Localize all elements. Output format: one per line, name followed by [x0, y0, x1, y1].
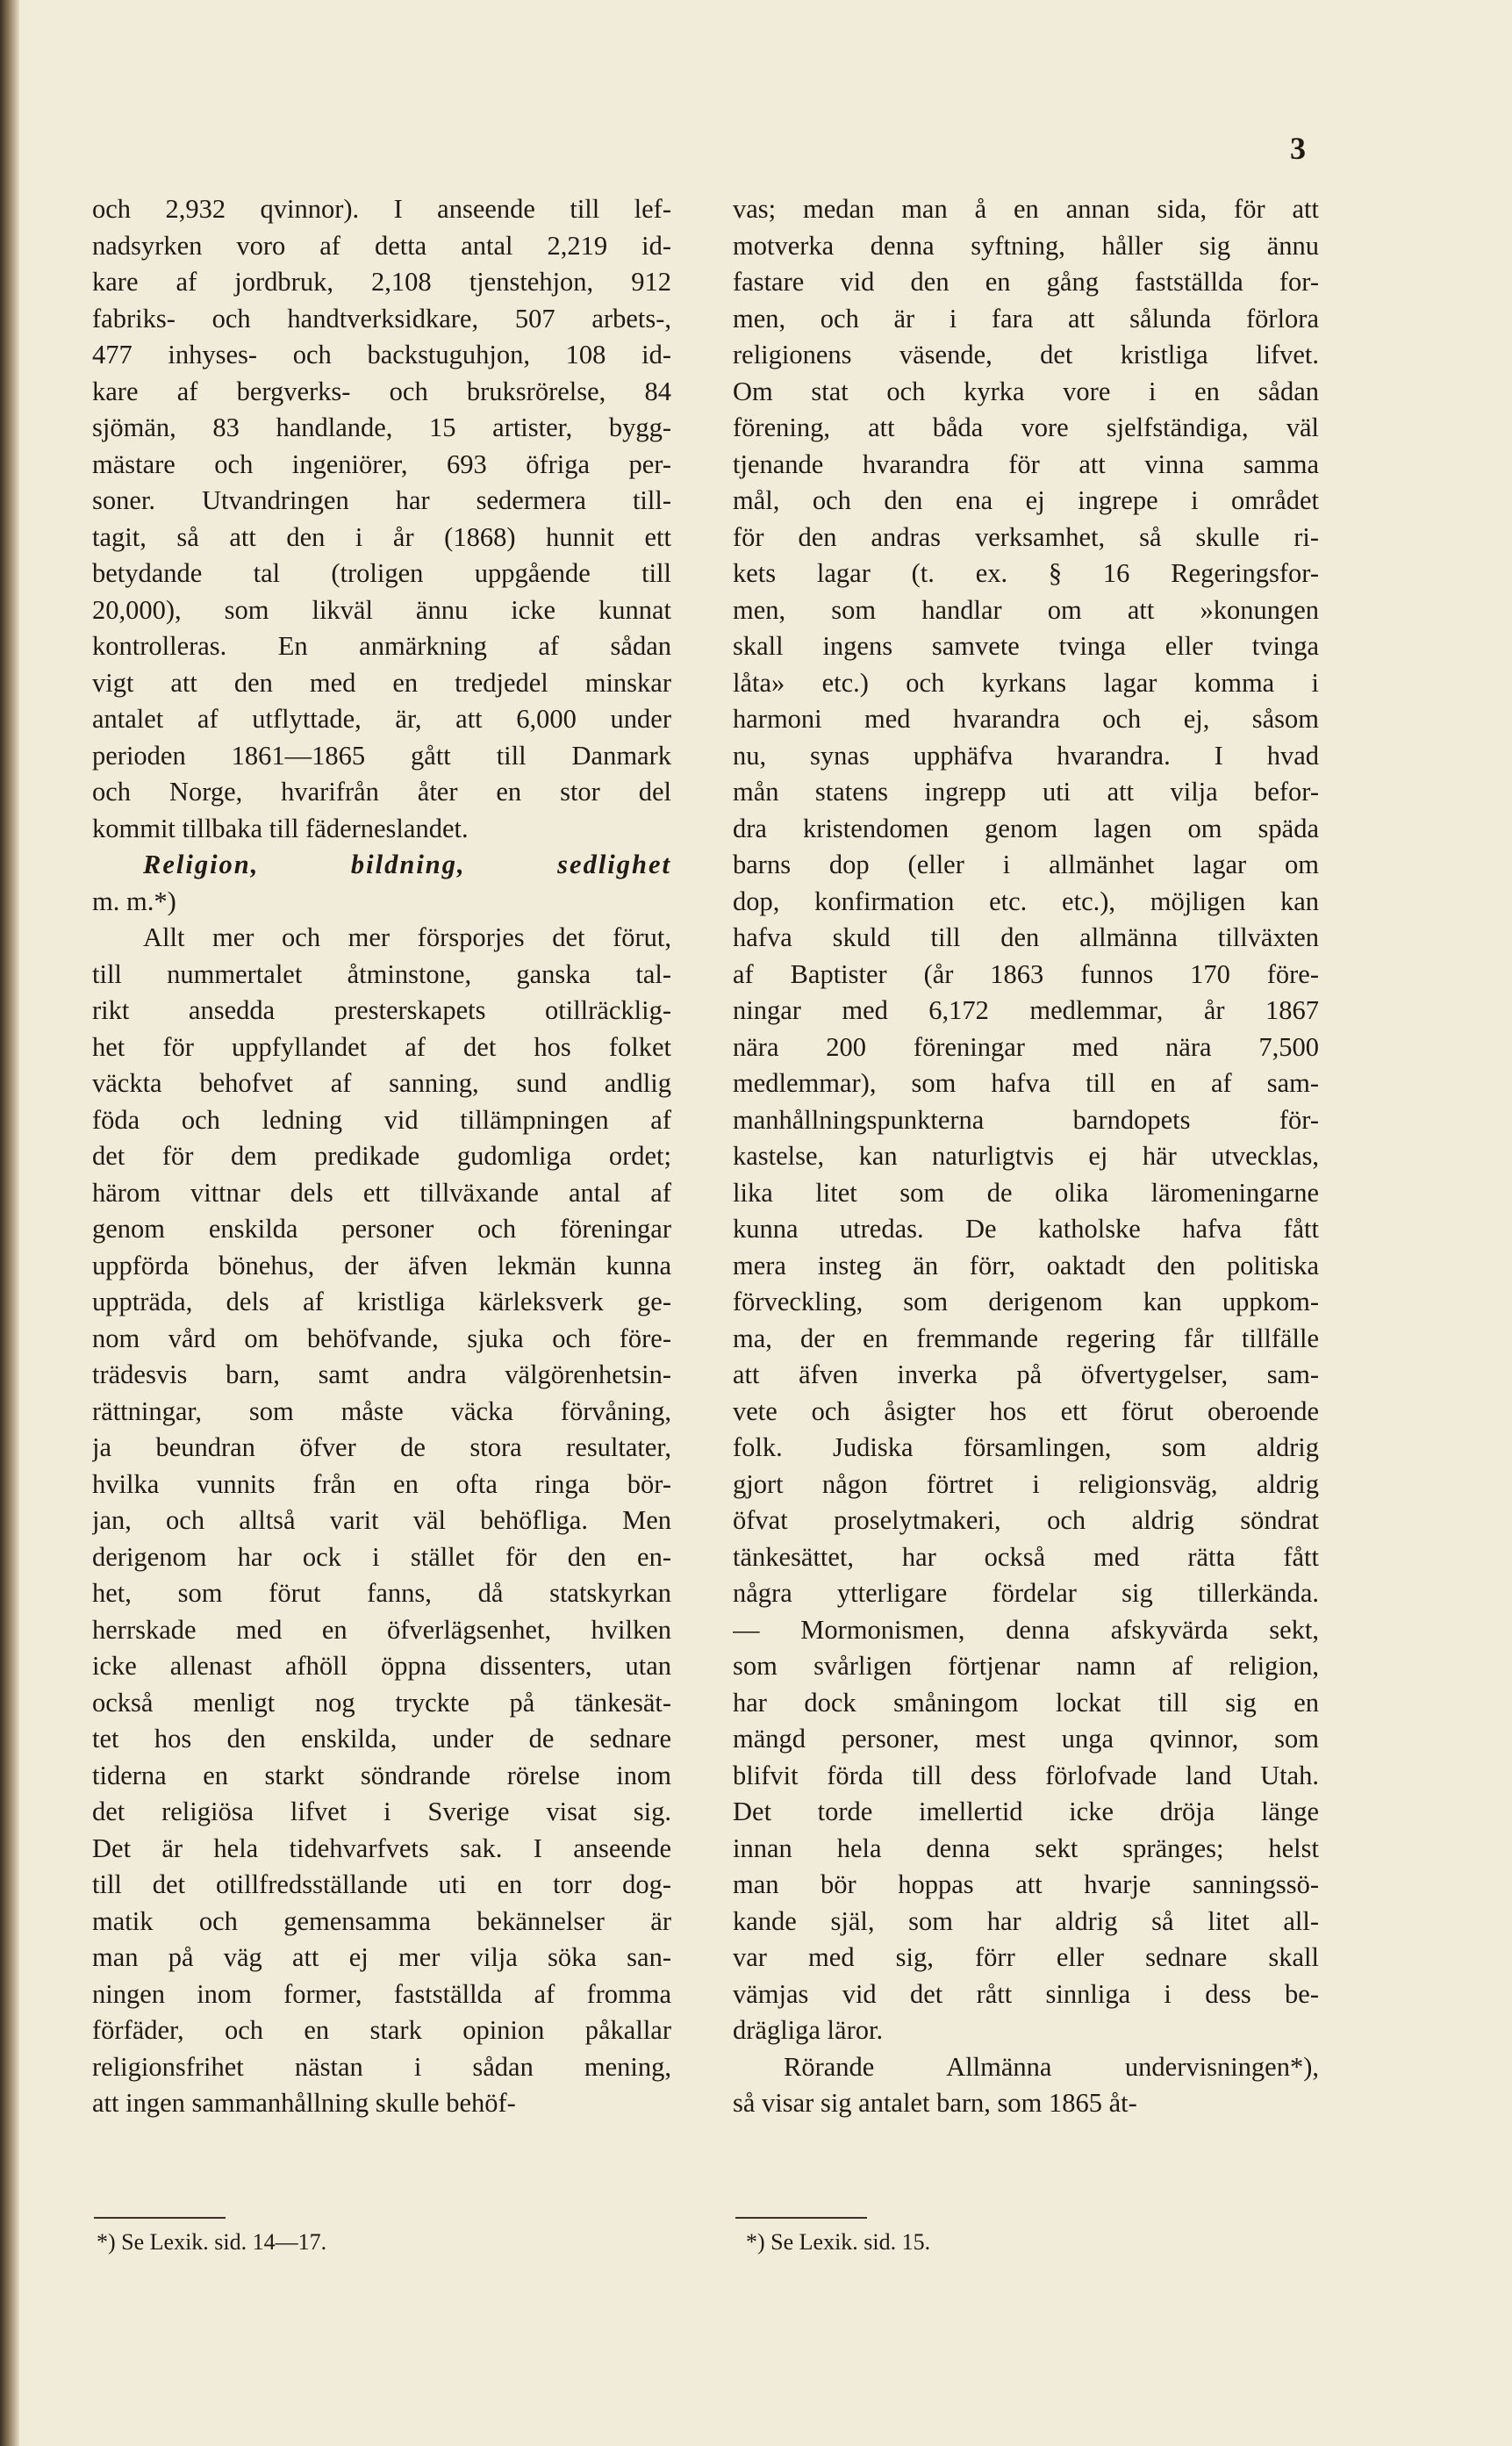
- text-line: kande själ, som har aldrig så litet all-: [733, 1905, 1319, 1936]
- text-line: och Norge, hvarifrån åter en stor del: [92, 777, 671, 807]
- text-line: att äfven inverka på öfvertygelser, sam-: [733, 1359, 1319, 1389]
- text-line: rättningar, som måste väcka förvåning,: [92, 1395, 671, 1426]
- text-line: mästare och ingeniörer, 693 öfriga per-: [92, 448, 671, 479]
- text-line: skall ingens samvete tvinga eller tvinga: [733, 631, 1319, 661]
- page-binding-shadow: [0, 0, 19, 2446]
- text-line: kare af bergverks- och bruksrörelse, 84: [92, 376, 671, 406]
- text-line: Rörande Allmänna undervisningen*),: [784, 2051, 1319, 2082]
- text-line: man bör hoppas att hvarje sanningssö-: [733, 1869, 1319, 1899]
- text-line: vigt att den med en tredjedel minskar: [92, 667, 671, 698]
- text-line: så visar sig antalet barn, som 1865 åt-: [733, 2088, 1137, 2118]
- text-line: af Baptister (år 1863 funnos 170 före-: [733, 958, 1319, 989]
- footnote-rule-right: [735, 2217, 867, 2219]
- text-line: kommit tillbaka till fäderneslandet.: [92, 813, 469, 843]
- text-line: ma, der en fremmande regering får tillfälle: [733, 1323, 1319, 1353]
- text-line: nu, synas upphäfva hvarandra. I hvad: [733, 740, 1319, 771]
- text-line: några ytterligare fördelar sig tillerkända.: [733, 1578, 1319, 1608]
- text-line: het för uppfyllandet af det hos folket: [92, 1031, 671, 1062]
- text-line: sjömän, 83 handlande, 15 artister, bygg-: [92, 412, 671, 442]
- text-line: uppförda bönehus, der äfven lekmän kunna: [92, 1250, 671, 1280]
- text-line: låta» etc.) och kyrkans lagar komma i: [733, 667, 1319, 698]
- text-line: folk. Judiska församlingen, som aldrig: [733, 1432, 1319, 1462]
- text-line: hafva skuld till den allmänna tillväxten: [733, 922, 1319, 952]
- text-line: ningar med 6,172 medlemmar, år 1867: [733, 995, 1319, 1025]
- text-line: dop, konfirmation etc. etc.), möjligen kan: [733, 886, 1319, 916]
- text-line: mera insteg än förr, oaktadt den politiska: [733, 1250, 1319, 1280]
- text-line: det religiösa lifvet i Sverige visat sig.: [92, 1797, 671, 1826]
- right-text-column: [733, 191, 1319, 2122]
- text-line: kastelse, kan naturligtvis ej här utvecklas,: [733, 1141, 1319, 1171]
- text-line: har dock småningom lockat till sig en: [733, 1687, 1319, 1718]
- text-line: dra kristendomen genom lagen om späda: [733, 813, 1319, 843]
- text-line: Det torde imellertid icke dröja länge: [733, 1797, 1319, 1826]
- text-line: som svårligen förtjenar namn af religion,: [733, 1651, 1319, 1681]
- text-line: jan, och alltså varit väl behöfliga. Men: [92, 1505, 671, 1535]
- text-line: man på väg att ej mer vilja söka san-: [92, 1942, 671, 1972]
- footnote-rule-left: [94, 2217, 226, 2219]
- text-line: härom vittnar dels ett tillväxande antal af: [92, 1177, 671, 1208]
- text-line: motverka denna syftning, håller sig ännu: [733, 230, 1319, 261]
- text-line: drägliga läror.: [733, 2015, 884, 2045]
- text-line: gjort någon förtret i religionsväg, aldrig: [733, 1468, 1319, 1499]
- text-line: hvilka vunnits från en ofta ringa bör-: [92, 1468, 671, 1499]
- text-line: rikt ansedda presterskapets otillräcklig-: [92, 995, 671, 1025]
- text-line: perioden 1861—1865 gått till Danmark: [92, 740, 671, 771]
- text-line: religionens väsende, det kristliga lifvet.: [733, 340, 1319, 369]
- text-line: antalet af utflyttade, är, att 6,000 under: [92, 704, 671, 734]
- text-line: till det otillfredsställande uti en torr dog-: [92, 1869, 671, 1899]
- text-line: mål, och den ena ej ingrepe i området: [733, 485, 1319, 515]
- text-line: föda och ledning vid tillämpningen af: [92, 1104, 671, 1135]
- text-line: harmoni med hvarandra och ej, såsom: [733, 704, 1319, 734]
- text-line: kets lagar (t. ex. § 16 Regeringsfor-: [733, 558, 1319, 588]
- text-line: m. m.*): [92, 886, 176, 916]
- text-line: nadsyrken voro af detta antal 2,219 id-: [92, 230, 671, 261]
- text-line: religionsfrihet nästan i sådan mening,: [92, 2051, 671, 2082]
- text-line: också menligt nog tryckte på tänkesät-: [92, 1687, 671, 1718]
- text-line: tagit, så att den i år (1868) hunnit ett: [92, 521, 671, 552]
- text-line: men, som handlar om att »konungen: [733, 594, 1319, 625]
- text-line: blifvit förda till dess förlofvade land Utah.: [733, 1760, 1319, 1790]
- text-line: nära 200 föreningar med nära 7,500: [733, 1031, 1319, 1062]
- text-line: väckta behofvet af sanning, sund andlig: [92, 1068, 671, 1098]
- text-line: men, och är i fara att sålunda förlora: [733, 303, 1319, 334]
- text-line: lika litet som de olika läromeningarne: [733, 1177, 1319, 1208]
- text-line: var med sig, förr eller sednare skall: [733, 1942, 1319, 1972]
- text-line: tet hos den enskilda, under de sednare: [92, 1724, 671, 1754]
- text-line: innan hela denna sekt spränges; helst: [733, 1833, 1319, 1863]
- text-line: det för dem predikade gudomliga ordet;: [92, 1141, 671, 1171]
- text-line: tänkesättet, har också med rätta fått: [733, 1541, 1319, 1572]
- text-line: Allt mer och mer försporjes det förut,: [143, 922, 671, 952]
- text-line: icke allenast afhöll öppna dissenters, utan: [92, 1651, 671, 1681]
- text-line: kare af jordbruk, 2,108 tjenstehjon, 912: [92, 267, 671, 297]
- text-line: förening, att båda vore sjelfständiga, väl: [733, 412, 1319, 442]
- text-line: ja beundran öfver de stora resultater,: [92, 1432, 671, 1462]
- text-line: vämjas vid det rått sinnliga i dess be-: [733, 1978, 1319, 2009]
- text-line: derigenom har ock i stället för den en-: [92, 1541, 671, 1572]
- text-line: manhållningspunkterna barndopets för-: [733, 1104, 1319, 1135]
- text-line: 20,000), som likväl ännu icke kunnat: [92, 594, 671, 625]
- left-text-column: [92, 191, 671, 2122]
- text-line: trädesvis barn, samt andra välgörenhetsin-: [92, 1359, 671, 1389]
- text-line: fabriks- och handtverksidkare, 507 arbets-,: [92, 303, 671, 334]
- text-line: för den andras verksamhet, så skulle ri-: [733, 521, 1319, 552]
- text-line: ningen inom former, fastställda af fromma: [92, 1978, 671, 2009]
- text-line: kunna utredas. De katholske hafva fått: [733, 1214, 1319, 1244]
- text-line: het, som förut fanns, då statskyrkan: [92, 1578, 671, 1608]
- text-line: mån statens ingrepp uti att vilja befor-: [733, 777, 1319, 807]
- text-line: herrskade med en öfverlägsenhet, hvilken: [92, 1614, 671, 1645]
- text-line: medlemmar), som hafva till en af sam-: [733, 1068, 1319, 1098]
- text-line: fastare vid den en gång fastställda for-: [733, 267, 1319, 297]
- text-line: — Mormonismen, denna afskyvärda sekt,: [733, 1614, 1319, 1645]
- text-line: till nummertalet åtminstone, ganska tal-: [92, 958, 671, 989]
- text-line: betydande tal (troligen uppgående till: [92, 558, 671, 588]
- text-line: vete och åsigter hos ett förut oberoende: [733, 1395, 1319, 1426]
- text-line: 477 inhyses- och backstuguhjon, 108 id-: [92, 340, 671, 369]
- text-line: vas; medan man å en annan sida, för att: [733, 194, 1319, 224]
- footnote-right: *) Se Lexik. sid. 15.: [746, 2229, 931, 2255]
- text-line: Om stat och kyrka vore i en sådan: [733, 376, 1319, 406]
- text-line: matik och gemensamma bekännelser är: [92, 1905, 671, 1936]
- text-line: och 2,932 qvinnor). I anseende till lef-: [92, 194, 671, 224]
- text-line: förfäder, och en stark opinion påkallar: [92, 2015, 671, 2045]
- text-line: barns dop (eller i allmänhet lagar om: [733, 850, 1319, 879]
- text-line: att ingen sammanhållning skulle behöf-: [92, 2088, 516, 2118]
- text-line: Det är hela tidehvarfvets sak. I anseende: [92, 1833, 671, 1863]
- text-line: kontrolleras. En anmärkning af sådan: [92, 631, 671, 661]
- text-line: öfvat proselytmakeri, och aldrig söndrat: [733, 1505, 1319, 1535]
- page-number: 3: [1290, 131, 1306, 166]
- text-line: uppträda, dels af kristliga kärleksverk ge-: [92, 1287, 671, 1316]
- text-line: soner. Utvandringen har sedermera till-: [92, 485, 671, 515]
- text-line: förveckling, som derigenom kan uppkom-: [733, 1287, 1319, 1316]
- text-line: genom enskilda personer och föreningar: [92, 1214, 671, 1244]
- text-line: mängd personer, mest unga qvinnor, som: [733, 1724, 1319, 1754]
- text-line: Religion, bildning, sedlighet: [143, 850, 671, 879]
- text-line: tiderna en starkt söndrande rörelse inom: [92, 1760, 671, 1790]
- footnote-left: *) Se Lexik. sid. 14—17.: [97, 2229, 327, 2255]
- text-line: tjenande hvarandra för att vinna samma: [733, 448, 1319, 479]
- text-line: nom vård om behöfvande, sjuka och före-: [92, 1323, 671, 1353]
